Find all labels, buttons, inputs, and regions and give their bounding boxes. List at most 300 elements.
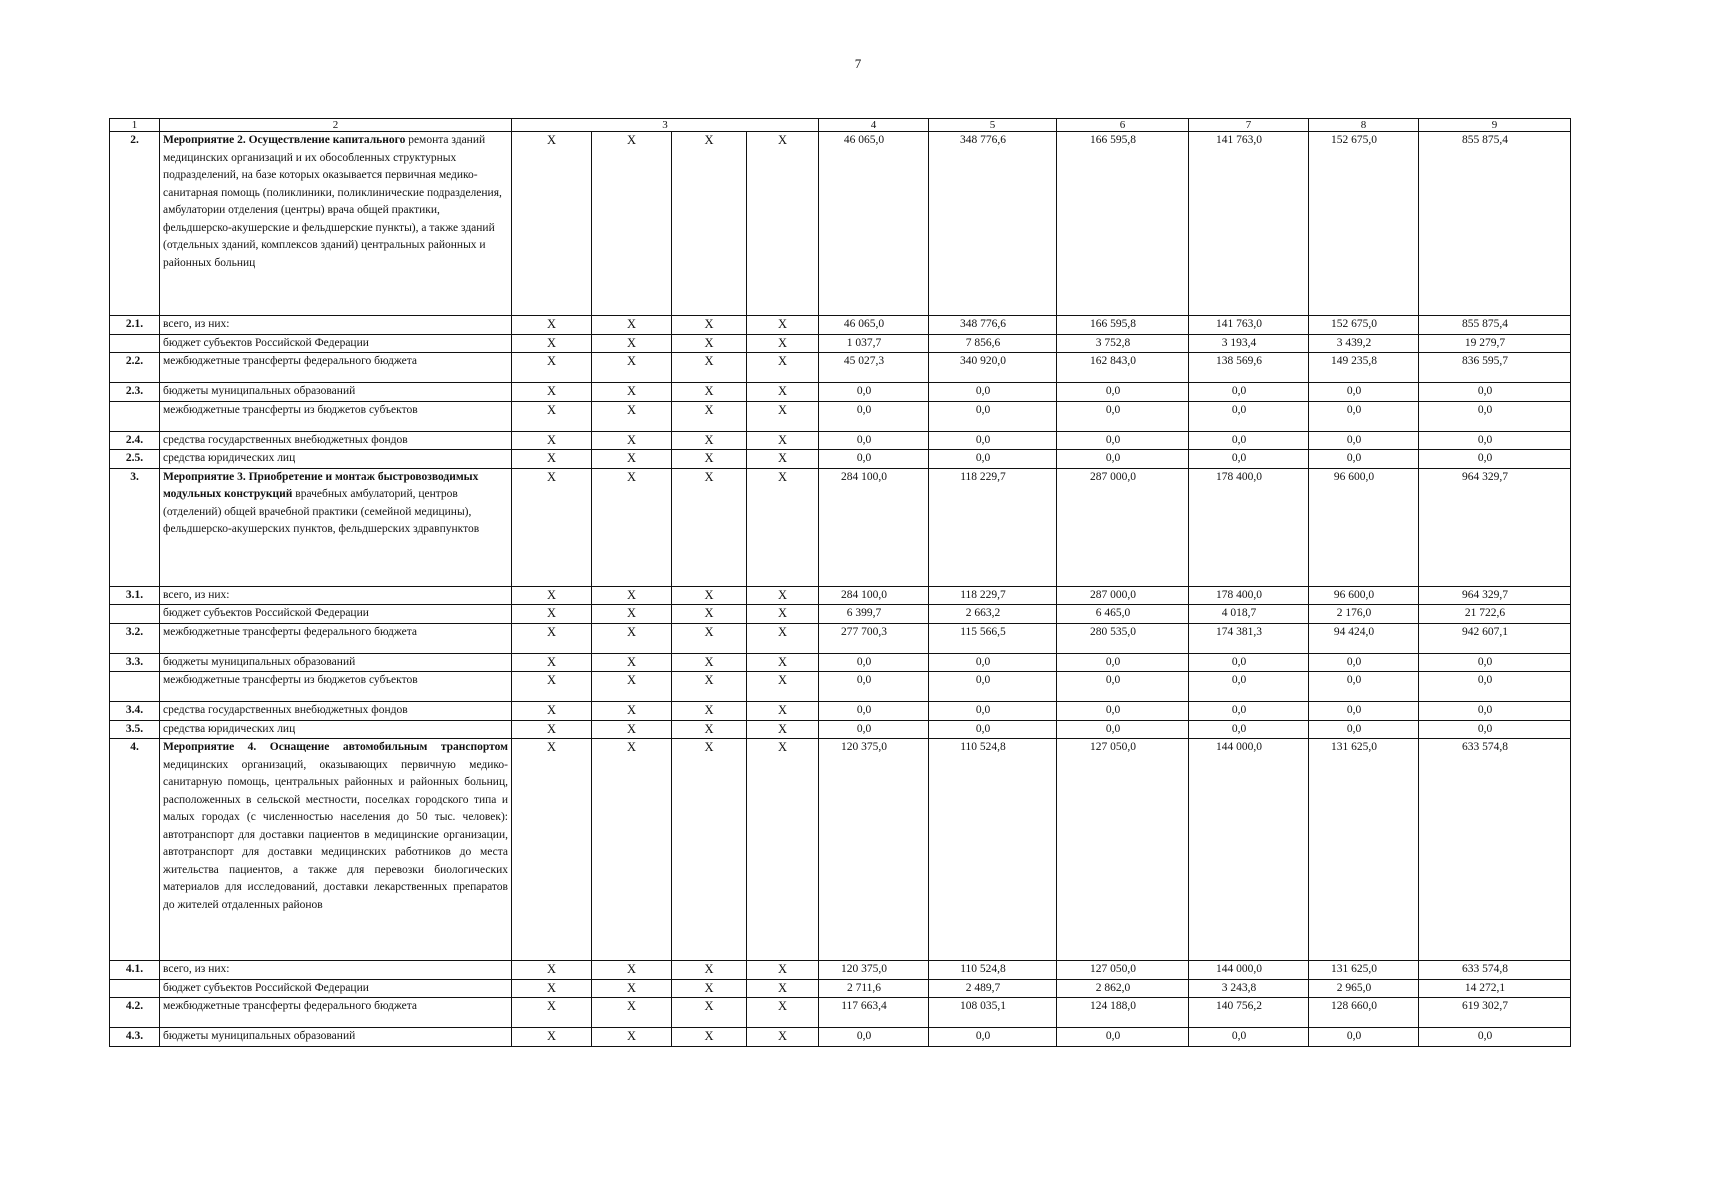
- row-label-text: бюджет субъектов Российской Федерации: [163, 336, 369, 349]
- value-cell: 0,0: [1309, 401, 1419, 431]
- header-row: [110, 119, 1571, 132]
- x-mark-cell: X: [672, 720, 747, 739]
- x-mark-cell: X: [672, 702, 747, 721]
- x-mark-cell: X: [747, 353, 819, 383]
- value-cell: 0,0: [1057, 702, 1189, 721]
- value-cell: 138 569,6: [1189, 353, 1309, 383]
- x-mark-cell: X: [592, 353, 672, 383]
- x-mark-cell: X: [592, 1028, 672, 1047]
- x-mark-cell: X: [592, 672, 672, 702]
- row-label-text: межбюджетные трансферты федерального бюджета: [163, 355, 418, 367]
- x-mark-cell: X: [512, 383, 592, 402]
- table-row: [110, 334, 1571, 353]
- value-cell: 178 400,0: [1189, 468, 1309, 586]
- value-cell: 21 722,6: [1419, 605, 1571, 624]
- value-cell: 0,0: [1419, 1028, 1571, 1047]
- value-cell: 0,0: [929, 383, 1057, 402]
- value-cell: 619 302,7: [1419, 998, 1571, 1028]
- table-row: [110, 623, 1571, 653]
- value-cell: 120 375,0: [819, 961, 929, 980]
- value-cell: 117 663,4: [819, 998, 929, 1028]
- value-cell: 110 524,8: [929, 961, 1057, 980]
- x-mark-cell: X: [512, 132, 592, 316]
- value-cell: 0,0: [819, 720, 929, 739]
- value-cell: 3 243,8: [1189, 979, 1309, 998]
- value-cell: 96 600,0: [1309, 586, 1419, 605]
- value-cell: 287 000,0: [1057, 586, 1189, 605]
- row-label: [160, 401, 512, 431]
- header-cell-2: 2: [160, 119, 512, 132]
- value-cell: 124 188,0: [1057, 998, 1189, 1028]
- value-cell: 1 037,7: [819, 334, 929, 353]
- value-cell: 0,0: [1419, 383, 1571, 402]
- value-cell: 94 424,0: [1309, 623, 1419, 653]
- row-number: 2.4.: [110, 431, 160, 450]
- x-mark-cell: X: [592, 334, 672, 353]
- value-cell: 964 329,7: [1419, 468, 1571, 586]
- table-row: [110, 998, 1571, 1028]
- value-cell: 152 675,0: [1309, 316, 1419, 335]
- value-cell: 110 524,8: [929, 739, 1057, 961]
- x-mark-cell: X: [747, 672, 819, 702]
- value-cell: 0,0: [929, 401, 1057, 431]
- row-label: [160, 316, 512, 335]
- x-mark-cell: X: [672, 401, 747, 431]
- x-mark-cell: X: [672, 316, 747, 335]
- value-cell: 144 000,0: [1189, 961, 1309, 980]
- x-mark-cell: X: [592, 401, 672, 431]
- row-label-text: всего, из них:: [163, 963, 230, 975]
- value-cell: 0,0: [1419, 431, 1571, 450]
- x-mark-cell: X: [512, 431, 592, 450]
- value-cell: 178 400,0: [1189, 586, 1309, 605]
- value-cell: 2 711,6: [819, 979, 929, 998]
- x-mark-cell: X: [512, 702, 592, 721]
- value-cell: 280 535,0: [1057, 623, 1189, 653]
- value-cell: 277 700,3: [819, 623, 929, 653]
- x-mark-cell: X: [592, 586, 672, 605]
- table-row: [110, 383, 1571, 402]
- table-row: [110, 450, 1571, 469]
- value-cell: 0,0: [819, 1028, 929, 1047]
- value-cell: 0,0: [1419, 720, 1571, 739]
- value-cell: 0,0: [819, 672, 929, 702]
- x-mark-cell: X: [592, 431, 672, 450]
- row-label: [160, 672, 512, 702]
- x-mark-cell: X: [672, 961, 747, 980]
- value-cell: 7 856,6: [929, 334, 1057, 353]
- row-label: [160, 383, 512, 402]
- x-mark-cell: X: [747, 450, 819, 469]
- value-cell: 115 566,5: [929, 623, 1057, 653]
- header-cell-1: 1: [110, 119, 160, 132]
- x-mark-cell: X: [512, 334, 592, 353]
- table-row: [110, 468, 1571, 586]
- value-cell: 287 000,0: [1057, 468, 1189, 586]
- value-cell: 0,0: [819, 653, 929, 672]
- x-mark-cell: X: [672, 623, 747, 653]
- row-number: 2.3.: [110, 383, 160, 402]
- value-cell: 174 381,3: [1189, 623, 1309, 653]
- x-mark-cell: X: [592, 450, 672, 469]
- value-cell: 0,0: [819, 702, 929, 721]
- table-row: [110, 720, 1571, 739]
- table-row: [110, 653, 1571, 672]
- row-label-text: всего, из них:: [163, 588, 230, 601]
- value-cell: 0,0: [819, 401, 929, 431]
- value-cell: 284 100,0: [819, 468, 929, 586]
- value-cell: 4 018,7: [1189, 605, 1309, 624]
- row-label: [160, 132, 512, 316]
- value-cell: 118 229,7: [929, 586, 1057, 605]
- value-cell: 131 625,0: [1309, 739, 1419, 961]
- value-cell: 14 272,1: [1419, 979, 1571, 998]
- row-label-text: межбюджетные трансферты федерального бюджета: [163, 1000, 418, 1012]
- row-label-text: межбюджетные трансферты из бюджетов субъектов: [163, 674, 418, 686]
- x-mark-cell: X: [592, 720, 672, 739]
- row-label-text: всего, из них:: [163, 318, 230, 330]
- x-mark-cell: X: [672, 979, 747, 998]
- value-cell: 0,0: [1189, 401, 1309, 431]
- x-mark-cell: X: [592, 468, 672, 586]
- row-label-text: средства государственных внебюджетных фондов: [163, 433, 408, 446]
- value-cell: 2 489,7: [929, 979, 1057, 998]
- value-cell: 46 065,0: [819, 132, 929, 316]
- value-cell: 0,0: [1309, 450, 1419, 469]
- x-mark-cell: X: [592, 623, 672, 653]
- x-mark-cell: X: [747, 1028, 819, 1047]
- row-label-bold: Мероприятие 3. Приобретение и монтаж быстровозводимых модульных конструкций: [163, 470, 479, 500]
- row-number: 4.3.: [110, 1028, 160, 1047]
- x-mark-cell: X: [512, 1028, 592, 1047]
- x-mark-cell: X: [592, 653, 672, 672]
- value-cell: 0,0: [1419, 672, 1571, 702]
- row-label: [160, 431, 512, 450]
- row-label: [160, 334, 512, 353]
- value-cell: 0,0: [1057, 653, 1189, 672]
- value-cell: 284 100,0: [819, 586, 929, 605]
- row-number: 4.1.: [110, 961, 160, 980]
- row-label: [160, 702, 512, 721]
- header-cell-4: 4: [819, 119, 929, 132]
- row-number: 3.4.: [110, 702, 160, 721]
- row-label: [160, 450, 512, 469]
- value-cell: 348 776,6: [929, 132, 1057, 316]
- value-cell: 141 763,0: [1189, 132, 1309, 316]
- value-cell: 0,0: [1057, 450, 1189, 469]
- value-cell: 3 439,2: [1309, 334, 1419, 353]
- value-cell: 152 675,0: [1309, 132, 1419, 316]
- x-mark-cell: X: [672, 739, 747, 961]
- value-cell: 141 763,0: [1189, 316, 1309, 335]
- x-mark-cell: X: [512, 316, 592, 335]
- value-cell: 0,0: [1309, 383, 1419, 402]
- value-cell: 0,0: [1419, 450, 1571, 469]
- value-cell: 0,0: [929, 450, 1057, 469]
- value-cell: 2 176,0: [1309, 605, 1419, 624]
- row-label-text: бюджеты муниципальных образований: [163, 385, 356, 397]
- x-mark-cell: X: [747, 720, 819, 739]
- value-cell: 633 574,8: [1419, 739, 1571, 961]
- value-cell: 0,0: [819, 431, 929, 450]
- x-mark-cell: X: [672, 450, 747, 469]
- value-cell: 149 235,8: [1309, 353, 1419, 383]
- value-cell: 131 625,0: [1309, 961, 1419, 980]
- table-row: [110, 1028, 1571, 1047]
- value-cell: 0,0: [929, 702, 1057, 721]
- x-mark-cell: X: [592, 702, 672, 721]
- value-cell: 0,0: [1189, 431, 1309, 450]
- row-number: 2.1.: [110, 316, 160, 335]
- row-label-text: ремонта зданий медицинских организаций и их обособленных структурных подразделений, на базе которых оказывается первичная медико-санитарная помощь (поликлиники, поликлинические подразделения, амбулатории отделения (центры) врача общей практики, фельдшерско-акушерские и фельдшерские пункты), а также зданий (отдельных зданий, комплексов зданий) центральных районных и районных больниц: [163, 134, 502, 269]
- x-mark-cell: X: [592, 739, 672, 961]
- x-mark-cell: X: [747, 401, 819, 431]
- value-cell: 633 574,8: [1419, 961, 1571, 980]
- x-mark-cell: X: [512, 653, 592, 672]
- x-mark-cell: X: [512, 672, 592, 702]
- value-cell: 6 465,0: [1057, 605, 1189, 624]
- row-label: [160, 720, 512, 739]
- value-cell: 836 595,7: [1419, 353, 1571, 383]
- value-cell: 3 752,8: [1057, 334, 1189, 353]
- value-cell: 162 843,0: [1057, 353, 1189, 383]
- header-cell-3: 3: [512, 119, 819, 132]
- row-number: 2.5.: [110, 450, 160, 469]
- x-mark-cell: X: [747, 586, 819, 605]
- row-label: [160, 961, 512, 980]
- x-mark-cell: X: [747, 431, 819, 450]
- row-number: 2.2.: [110, 353, 160, 383]
- value-cell: 0,0: [1057, 383, 1189, 402]
- x-mark-cell: X: [747, 998, 819, 1028]
- x-mark-cell: X: [592, 132, 672, 316]
- x-mark-cell: X: [672, 431, 747, 450]
- x-mark-cell: X: [747, 653, 819, 672]
- row-number: 3.3.: [110, 653, 160, 672]
- value-cell: 0,0: [1419, 702, 1571, 721]
- value-cell: 855 875,4: [1419, 316, 1571, 335]
- row-number: [110, 334, 160, 353]
- row-number: 4.2.: [110, 998, 160, 1028]
- value-cell: 166 595,8: [1057, 132, 1189, 316]
- value-cell: 0,0: [1189, 720, 1309, 739]
- value-cell: 855 875,4: [1419, 132, 1571, 316]
- table-row: [110, 132, 1571, 316]
- value-cell: 0,0: [1189, 1028, 1309, 1047]
- header-cell-6: 6: [1057, 119, 1189, 132]
- row-label-text: бюджеты муниципальных образований: [163, 1030, 356, 1042]
- table-row: [110, 605, 1571, 624]
- value-cell: 2 663,2: [929, 605, 1057, 624]
- x-mark-cell: X: [747, 979, 819, 998]
- value-cell: 118 229,7: [929, 468, 1057, 586]
- value-cell: 0,0: [1189, 702, 1309, 721]
- x-mark-cell: X: [747, 316, 819, 335]
- value-cell: 127 050,0: [1057, 961, 1189, 980]
- x-mark-cell: X: [512, 468, 592, 586]
- row-number: 4.: [110, 739, 160, 961]
- value-cell: 0,0: [1309, 720, 1419, 739]
- budget-table: [109, 118, 1571, 1047]
- row-number: [110, 401, 160, 431]
- row-label: [160, 353, 512, 383]
- x-mark-cell: X: [512, 401, 592, 431]
- row-label-text: средства юридических лиц: [163, 722, 296, 735]
- x-mark-cell: X: [672, 468, 747, 586]
- value-cell: 340 920,0: [929, 353, 1057, 383]
- row-number: 3.2.: [110, 623, 160, 653]
- value-cell: 0,0: [929, 720, 1057, 739]
- x-mark-cell: X: [512, 605, 592, 624]
- value-cell: 0,0: [1189, 672, 1309, 702]
- value-cell: 0,0: [1189, 383, 1309, 402]
- header-cell-5: 5: [929, 119, 1057, 132]
- x-mark-cell: X: [592, 383, 672, 402]
- x-mark-cell: X: [672, 383, 747, 402]
- value-cell: 0,0: [1419, 401, 1571, 431]
- x-mark-cell: X: [672, 672, 747, 702]
- row-label-text: бюджет субъектов Российской Федерации: [163, 981, 369, 994]
- x-mark-cell: X: [672, 653, 747, 672]
- value-cell: 0,0: [819, 383, 929, 402]
- x-mark-cell: X: [512, 720, 592, 739]
- value-cell: 0,0: [1057, 401, 1189, 431]
- x-mark-cell: X: [672, 586, 747, 605]
- row-label-text: средства юридических лиц: [163, 452, 296, 464]
- x-mark-cell: X: [592, 961, 672, 980]
- table-row: [110, 316, 1571, 335]
- row-number: 3.5.: [110, 720, 160, 739]
- table-row: [110, 401, 1571, 431]
- value-cell: 0,0: [929, 1028, 1057, 1047]
- value-cell: 108 035,1: [929, 998, 1057, 1028]
- value-cell: 348 776,6: [929, 316, 1057, 335]
- x-mark-cell: X: [672, 605, 747, 624]
- x-mark-cell: X: [747, 702, 819, 721]
- value-cell: 46 065,0: [819, 316, 929, 335]
- x-mark-cell: X: [747, 739, 819, 961]
- row-number: 3.: [110, 468, 160, 586]
- value-cell: 2 862,0: [1057, 979, 1189, 998]
- row-label-text: бюджеты муниципальных образований: [163, 655, 356, 668]
- value-cell: 120 375,0: [819, 739, 929, 961]
- row-label: [160, 605, 512, 624]
- value-cell: 0,0: [1189, 450, 1309, 469]
- row-label-text: бюджет субъектов Российской Федерации: [163, 607, 369, 619]
- table-row: [110, 961, 1571, 980]
- x-mark-cell: X: [672, 132, 747, 316]
- table-row: [110, 353, 1571, 383]
- value-cell: 127 050,0: [1057, 739, 1189, 961]
- value-cell: 0,0: [1189, 653, 1309, 672]
- value-cell: 942 607,1: [1419, 623, 1571, 653]
- header-cell-9: 9: [1419, 119, 1571, 132]
- x-mark-cell: X: [512, 961, 592, 980]
- x-mark-cell: X: [592, 316, 672, 335]
- row-label-text: врачебных амбулаторий, центров (отделений) общей врачебной практики (семейной медицины), фельдшерско-акушерских пунктов, фельдшерских здравпунктов: [163, 488, 480, 535]
- row-label-bold: Мероприятие 2. Осуществление капитального: [163, 134, 406, 146]
- value-cell: 0,0: [1309, 702, 1419, 721]
- x-mark-cell: X: [747, 383, 819, 402]
- value-cell: 0,0: [1309, 431, 1419, 450]
- row-number: [110, 672, 160, 702]
- x-mark-cell: X: [747, 334, 819, 353]
- value-cell: 0,0: [1309, 1028, 1419, 1047]
- row-number: 2.: [110, 132, 160, 316]
- header-cell-7: 7: [1189, 119, 1309, 132]
- x-mark-cell: X: [512, 998, 592, 1028]
- value-cell: 96 600,0: [1309, 468, 1419, 586]
- row-number: [110, 979, 160, 998]
- x-mark-cell: X: [747, 605, 819, 624]
- value-cell: 144 000,0: [1189, 739, 1309, 961]
- page-number: 7: [854, 56, 862, 71]
- row-label: [160, 586, 512, 605]
- x-mark-cell: X: [512, 979, 592, 998]
- value-cell: 128 660,0: [1309, 998, 1419, 1028]
- value-cell: 0,0: [1309, 672, 1419, 702]
- row-label: [160, 739, 512, 961]
- table-row: [110, 739, 1571, 961]
- table-row: [110, 672, 1571, 702]
- value-cell: 0,0: [1057, 672, 1189, 702]
- row-label: [160, 979, 512, 998]
- value-cell: 0,0: [929, 431, 1057, 450]
- table-row: [110, 431, 1571, 450]
- x-mark-cell: X: [512, 739, 592, 961]
- x-mark-cell: X: [672, 998, 747, 1028]
- x-mark-cell: X: [747, 623, 819, 653]
- value-cell: 0,0: [1057, 431, 1189, 450]
- x-mark-cell: X: [672, 1028, 747, 1047]
- x-mark-cell: X: [512, 450, 592, 469]
- value-cell: 6 399,7: [819, 605, 929, 624]
- row-number: [110, 605, 160, 624]
- value-cell: 0,0: [929, 653, 1057, 672]
- x-mark-cell: X: [747, 132, 819, 316]
- x-mark-cell: X: [512, 623, 592, 653]
- value-cell: 3 193,4: [1189, 334, 1309, 353]
- x-mark-cell: X: [592, 979, 672, 998]
- value-cell: 0,0: [1057, 720, 1189, 739]
- header-cell-8: 8: [1309, 119, 1419, 132]
- value-cell: 19 279,7: [1419, 334, 1571, 353]
- row-label-bold: Мероприятие 4. Оснащение автомобильным транспортом: [163, 741, 508, 753]
- row-label: [160, 623, 512, 653]
- value-cell: 0,0: [929, 672, 1057, 702]
- x-mark-cell: X: [512, 353, 592, 383]
- row-label: [160, 468, 512, 586]
- x-mark-cell: X: [747, 468, 819, 586]
- value-cell: 0,0: [1057, 1028, 1189, 1047]
- row-number: 3.1.: [110, 586, 160, 605]
- value-cell: 166 595,8: [1057, 316, 1189, 335]
- row-label-text: межбюджетные трансферты федерального бюджета: [163, 625, 418, 638]
- x-mark-cell: X: [592, 998, 672, 1028]
- x-mark-cell: X: [672, 334, 747, 353]
- value-cell: 45 027,3: [819, 353, 929, 383]
- x-mark-cell: X: [747, 961, 819, 980]
- x-mark-cell: X: [672, 353, 747, 383]
- row-label-text: медицинских организаций, оказывающих первичную медико-санитарную помощь, центральных районных и районных больниц, расположенных в сельской местности, поселках городского типа и малых городах (с численностью населения до 50 тыс. человек): автотранспорт для доставки пациентов в медицинские организации, автотранспорт для доставки медицинских работников до места жительства пациентов, а также для перевозки биологических материалов для исследований, доставки лекарственных препаратов до жителей отдаленных районов: [163, 758, 508, 911]
- value-cell: 2 965,0: [1309, 979, 1419, 998]
- value-cell: 0,0: [1419, 653, 1571, 672]
- row-label: [160, 998, 512, 1028]
- table-row: [110, 586, 1571, 605]
- row-label-text: межбюджетные трансферты из бюджетов субъектов: [163, 403, 418, 416]
- row-label: [160, 1028, 512, 1047]
- x-mark-cell: X: [592, 605, 672, 624]
